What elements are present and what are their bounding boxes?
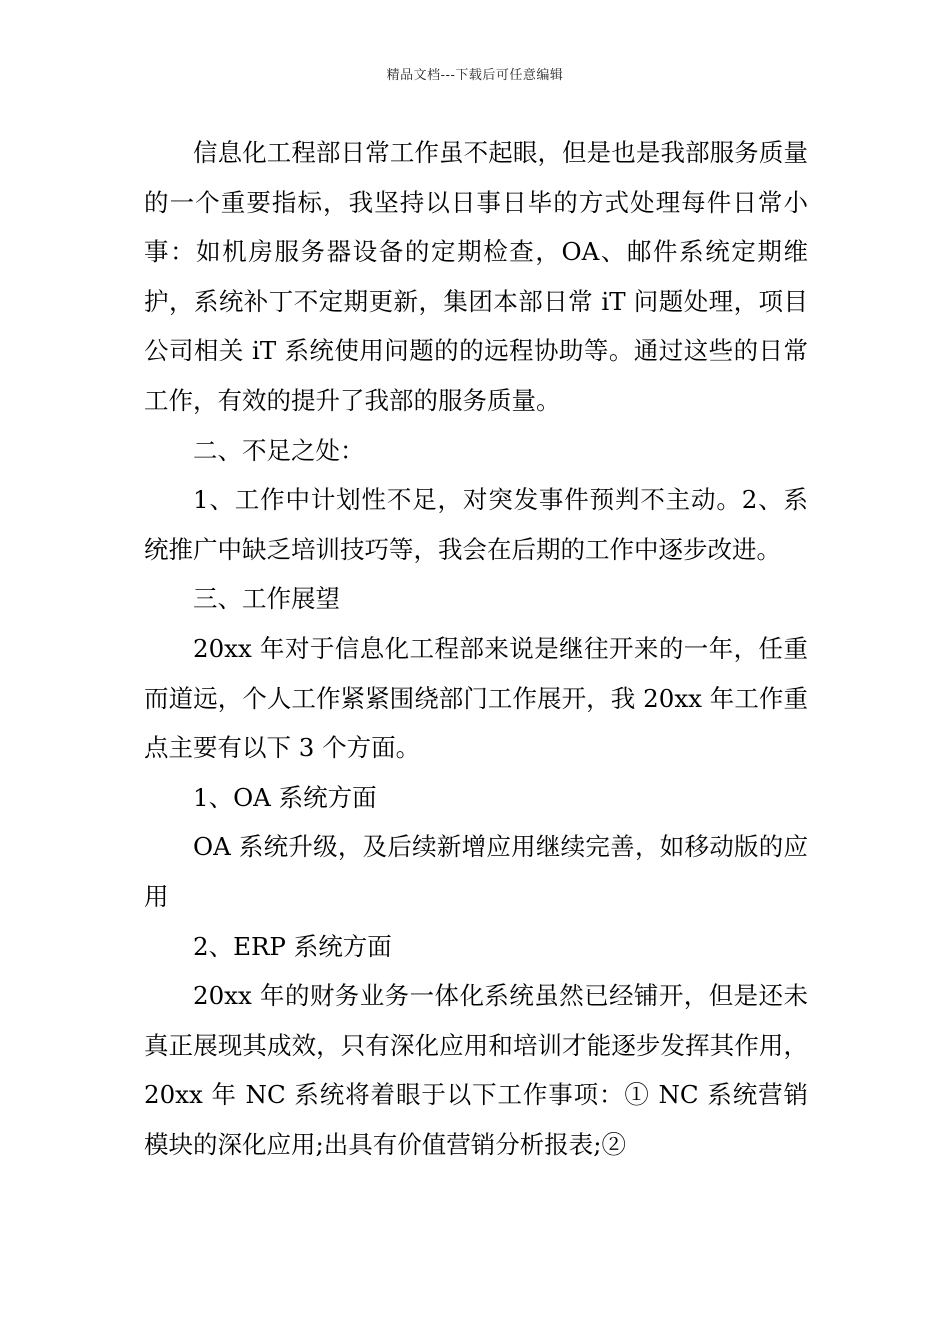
heading-shortcomings: 二、不足之处： [193,435,365,465]
heading-outlook: 三、工作展望 [193,584,340,614]
paragraph-outlook: 20xx 年对于信息化工程部来说是继往开来的一年，任重而道远，个人工作紧紧围绕部门工作展开，我 20xx 年工作重点主要有以下 3 个方面。 [144,633,808,763]
page-header: 精品文档---下载后可任意编辑 [386,68,564,83]
paragraph-erp-system: 20xx 年的财务业务一体化系统虽然已经铺开，但是还未真正展现其成效，只有深化应用和培训才能逐步发挥其作用，20xx 年 NC 系统将着眼于以下工作事项：① NC 系统营销模块的深化应用;出具有价值营销分析报表;② [144,981,808,1159]
heading-erp-system: 2、ERP 系统方面 [193,931,392,961]
heading-oa-system: 1、OA 系统方面 [193,782,377,812]
document-body [144,128,808,1169]
paragraph-shortcomings: 1、工作中计划性不足，对突发事件预判不主动。2、系统推广中缺乏培训技巧等，我会在后期的工作中逐步改进。 [144,485,808,564]
paragraph-oa-system: OA 系统升级，及后续新增应用继续完善，如移动版的应用 [144,832,808,911]
paragraph-daily-work: 信息化工程部日常工作虽不起眼，但是也是我部服务质量的一个重要指标，我坚持以日事日毕的方式处理每件日常小事：如机房服务器设备的定期检查，OA、邮件系统定期维护，系统补丁不定期更新，集团本部日常 iT 问题处理，项目公司相关 iT 系统使用问题的的远程协助等。通过这些的日常工作，有效的提升了我部的服务质量。 [144,138,808,415]
